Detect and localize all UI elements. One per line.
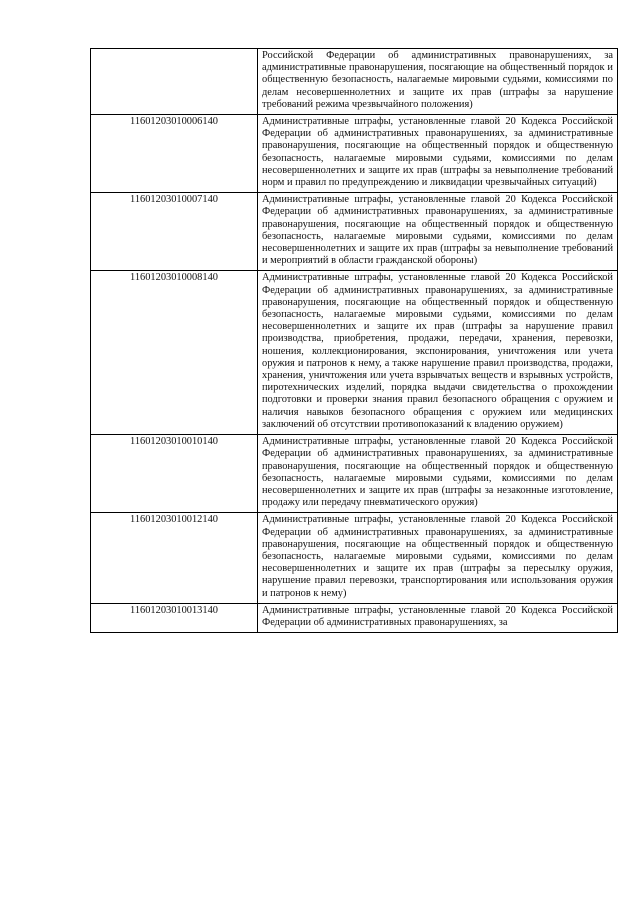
- table-row: [91, 115, 618, 193]
- code-cell: 11601203010010140: [91, 435, 258, 513]
- table-row: [91, 435, 618, 513]
- table-row: [91, 603, 618, 632]
- description-cell: Административные штрафы, установленные главой 20 Кодекса Российской Федерации об административных правонарушениях, за административные правонарушения, посягающие на общественный порядок и общественную безопасность, налагаемые мировыми судьями, комиссиями по делам несовершеннолетних и защите их прав (штрафы за невыполнение требований норм и правил по предупреждению и ликвидации чрезвычайных ситуаций): [258, 115, 618, 193]
- description-cell: Административные штрафы, установленные главой 20 Кодекса Российской Федерации об административных правонарушениях, за административные правонарушения, посягающие на общественный порядок и общественную безопасность, налагаемые мировыми судьями, комиссиями по делам несовершеннолетних и защите их прав (штрафы за незаконные изготовление, продажу или передачу пневматического оружия): [258, 435, 618, 513]
- description-cell: Административные штрафы, установленные главой 20 Кодекса Российской Федерации об административных правонарушениях, за административные правонарушения, посягающие на общественный порядок и общественную безопасность, налагаемые мировыми судьями, комиссиями по делам несовершеннолетних и защите их прав (штрафы за пересылку оружия, нарушение правил перевозки, транспортирования или использования оружия и патронов к нему): [258, 513, 618, 603]
- code-cell: 11601203010008140: [91, 271, 258, 435]
- description-cell: Российской Федерации об административных правонарушениях, за административные правонарушения, посягающие на общественный порядок и общественную безопасность, налагаемые мировыми судьями, комиссиями по делам несовершеннолетних и защите их прав (штрафы за нарушение требований режима чрезвычайного положения): [258, 49, 618, 115]
- table-row: [91, 193, 618, 271]
- description-cell: Административные штрафы, установленные главой 20 Кодекса Российской Федерации об административных правонарушениях, за: [258, 603, 618, 632]
- code-cell: 11601203010007140: [91, 193, 258, 271]
- code-cell: 11601203010012140: [91, 513, 258, 603]
- code-cell: 11601203010006140: [91, 115, 258, 193]
- code-cell: [91, 49, 258, 115]
- table-row: [91, 49, 618, 115]
- description-cell: Административные штрафы, установленные главой 20 Кодекса Российской Федерации об административных правонарушениях, за административные правонарушения, посягающие на общественный порядок и общественную безопасность, налагаемые мировыми судьями, комиссиями по делам несовершеннолетних и защите их прав (штрафы за нарушение правил производства, приобретения, продажи, передачи, хранения, перевозки, ношения, коллекционирования, экспонирования, уничтожения или учета оружия и патронов к нему, а также нарушение правил производства, продажи, хранения, уничтожения или учета взрывчатых веществ и взрывных устройств, пиротехнических изделий, порядка выдачи свидетельства о прохождении подготовки и проверки знания правил безопасного обращения с оружием и наличия навыков безопасного обращения с оружием или медицинских заключений об отсутствии противопоказаний к владению оружием): [258, 271, 618, 435]
- description-cell: Административные штрафы, установленные главой 20 Кодекса Российской Федерации об административных правонарушениях, за административные правонарушения, посягающие на общественный порядок и общественную безопасность, налагаемые мировыми судьями, комиссиями по делам несовершеннолетних и защите их прав (штрафы за невыполнение требований и мероприятий в области гражданской обороны): [258, 193, 618, 271]
- budget-code-table: [90, 48, 618, 633]
- code-cell: 11601203010013140: [91, 603, 258, 632]
- table-row: [91, 513, 618, 603]
- table-row: [91, 271, 618, 435]
